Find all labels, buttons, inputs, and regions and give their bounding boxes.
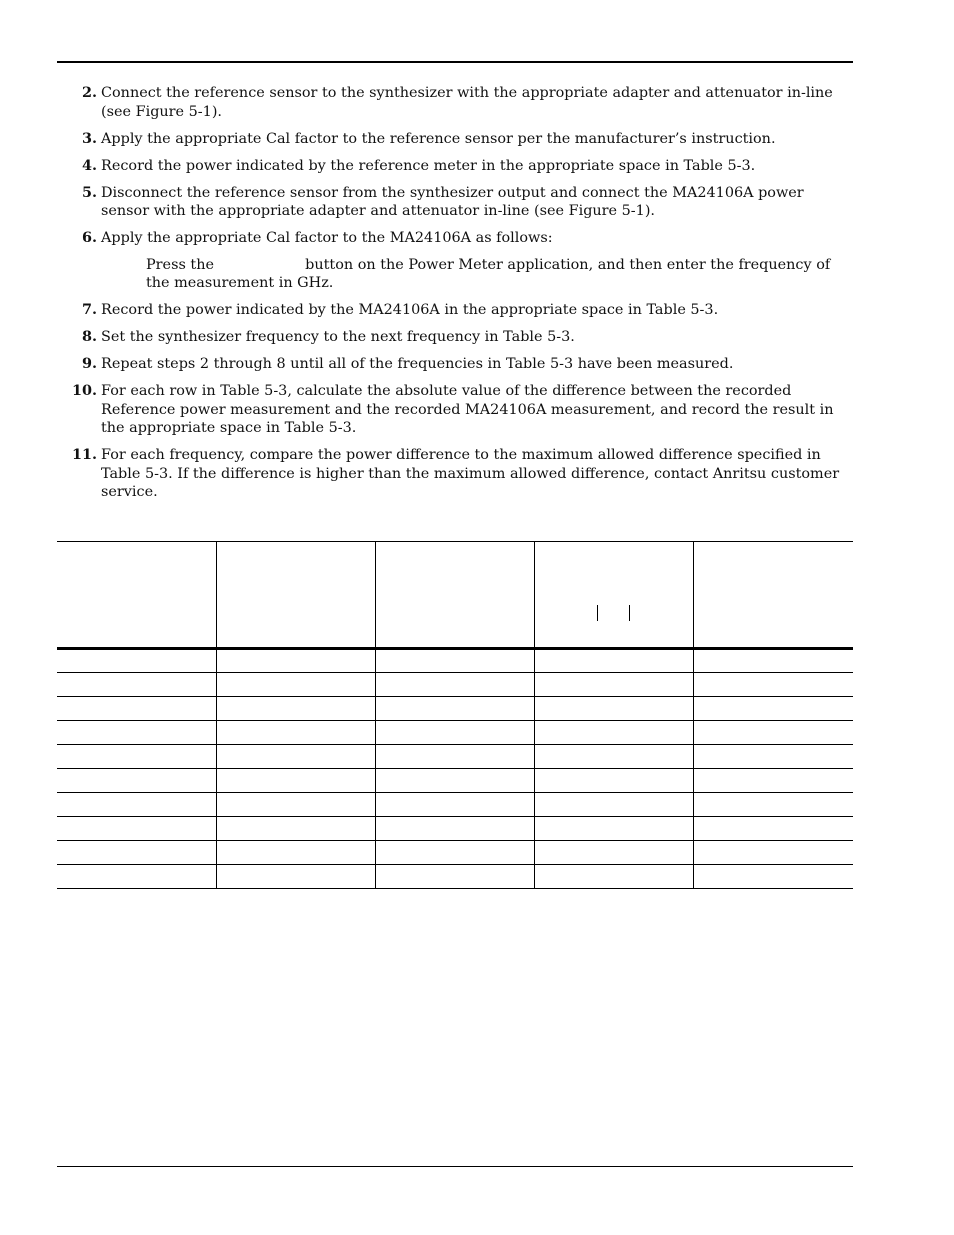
table-header-cell <box>375 542 534 649</box>
table-row <box>57 865 853 889</box>
table-cell <box>694 697 853 721</box>
table-cell <box>694 745 853 769</box>
table-cell <box>375 865 534 889</box>
table-cell <box>694 721 853 745</box>
table-cell <box>694 865 853 889</box>
table-cell <box>535 841 694 865</box>
step-text: For each frequency, compare the power difference to the maximum allowed difference specified in Table 5-3. If the difference is higher than the maximum allowed difference, contact Anritsu customer service. <box>101 447 840 500</box>
table-header-cell <box>535 542 694 649</box>
step-text: Disconnect the reference sensor from the synthesizer output and connect the MA24106A power sensor with the appropriate adapter and attenuator in-line (see Figure 5-1). <box>101 184 804 219</box>
table-cell <box>375 769 534 793</box>
table-cell <box>57 793 216 817</box>
step-10 <box>57 382 853 438</box>
table-cell <box>216 745 375 769</box>
step-text: Connect the reference sensor to the synthesizer with the appropriate adapter and attenuator in-line (see Figure 5-1). <box>101 85 833 120</box>
table-cell <box>375 841 534 865</box>
step-number: 8. <box>81 328 97 345</box>
step-text: Record the power indicated by the MA24106A in the appropriate space in Table 5-3. <box>101 302 719 318</box>
table-row <box>57 769 853 793</box>
table-cell <box>216 793 375 817</box>
table-header-row <box>57 542 853 649</box>
step-2 <box>57 84 853 121</box>
footer-rule <box>57 1166 853 1167</box>
step-text: For each row in Table 5-3, calculate the absolute value of the difference between the recorded Reference power measurement and the recorded MA24106A measurement, and record the result in the appropriate space in Table 5-3. <box>101 383 834 436</box>
table-cell <box>694 673 853 697</box>
step-8 <box>57 328 853 347</box>
table-row <box>57 721 853 745</box>
table-cell <box>694 793 853 817</box>
table-cell <box>535 817 694 841</box>
step-text: Apply the appropriate Cal factor to the MA24106A as follows: <box>101 230 553 246</box>
step-11 <box>57 446 853 502</box>
step-6-substep <box>101 256 853 293</box>
table-cell <box>694 649 853 673</box>
step-7 <box>57 301 853 320</box>
table-header-cell <box>694 542 853 649</box>
table-cell <box>57 721 216 745</box>
table-cell <box>375 817 534 841</box>
table-cell <box>216 673 375 697</box>
table-cell <box>694 817 853 841</box>
table-row <box>57 793 853 817</box>
table-row <box>57 745 853 769</box>
table-cell <box>57 697 216 721</box>
step-number: 11. <box>71 446 97 463</box>
table-cell <box>375 649 534 673</box>
table-cell <box>375 793 534 817</box>
table-row <box>57 817 853 841</box>
table-cell <box>216 721 375 745</box>
step-text: Set the synthesizer frequency to the next frequency in Table 5-3. <box>101 329 575 345</box>
table-cell <box>694 769 853 793</box>
step-number: 5. <box>81 183 97 201</box>
table-cell <box>375 697 534 721</box>
table-cell <box>216 649 375 673</box>
table-cell <box>535 697 694 721</box>
table-cell <box>375 721 534 745</box>
table-row <box>57 649 853 673</box>
table-header-cell <box>57 542 216 649</box>
table-cell <box>535 793 694 817</box>
step-number: 2. <box>81 84 97 101</box>
table-cell <box>216 817 375 841</box>
table-cell <box>535 721 694 745</box>
step-number: 4. <box>81 156 97 174</box>
step-3 <box>57 130 853 149</box>
table-cell <box>694 841 853 865</box>
step-number: 9. <box>81 355 97 372</box>
absolute-value-bar <box>597 605 598 621</box>
table-cell <box>375 745 534 769</box>
table-cell <box>57 841 216 865</box>
table-row <box>57 673 853 697</box>
table-header-cell <box>216 542 375 649</box>
table-cell <box>216 841 375 865</box>
table-cell <box>216 697 375 721</box>
table-cell <box>216 769 375 793</box>
step-6 <box>57 229 853 293</box>
table-cell <box>535 649 694 673</box>
absolute-value-bar <box>629 605 630 621</box>
table-cell <box>535 745 694 769</box>
table-cell <box>57 769 216 793</box>
step-9 <box>57 355 853 374</box>
substep-text-before: Press the <box>146 256 214 273</box>
step-text: Apply the appropriate Cal factor to the reference sensor per the manufacturer’s instruction. <box>101 130 776 147</box>
step-4 <box>57 157 853 176</box>
step-number: 10. <box>71 382 97 399</box>
table-cell <box>57 865 216 889</box>
table-row <box>57 697 853 721</box>
table-cell <box>535 673 694 697</box>
step-number: 7. <box>81 301 97 318</box>
table-cell <box>535 865 694 889</box>
table-body <box>57 649 853 889</box>
substep-text-after: button on the Power Meter application, and then enter the frequency of the measurement in GHz. <box>146 256 831 291</box>
step-number: 6. <box>81 229 97 246</box>
step-text: Repeat steps 2 through 8 until all of the frequencies in Table 5-3 have been measured. <box>101 356 734 372</box>
table-cell <box>375 673 534 697</box>
header-rule <box>57 61 853 63</box>
table-cell <box>57 673 216 697</box>
table-cell <box>57 745 216 769</box>
table-cell <box>216 865 375 889</box>
step-number: 3. <box>81 129 97 147</box>
step-5 <box>57 184 853 221</box>
table-row <box>57 841 853 865</box>
procedure-steps <box>57 84 853 510</box>
measurement-table <box>57 541 853 889</box>
table-cell <box>57 817 216 841</box>
table-cell <box>535 769 694 793</box>
table-cell <box>57 649 216 673</box>
step-text: Record the power indicated by the reference meter in the appropriate space in Table 5-3. <box>101 157 756 174</box>
